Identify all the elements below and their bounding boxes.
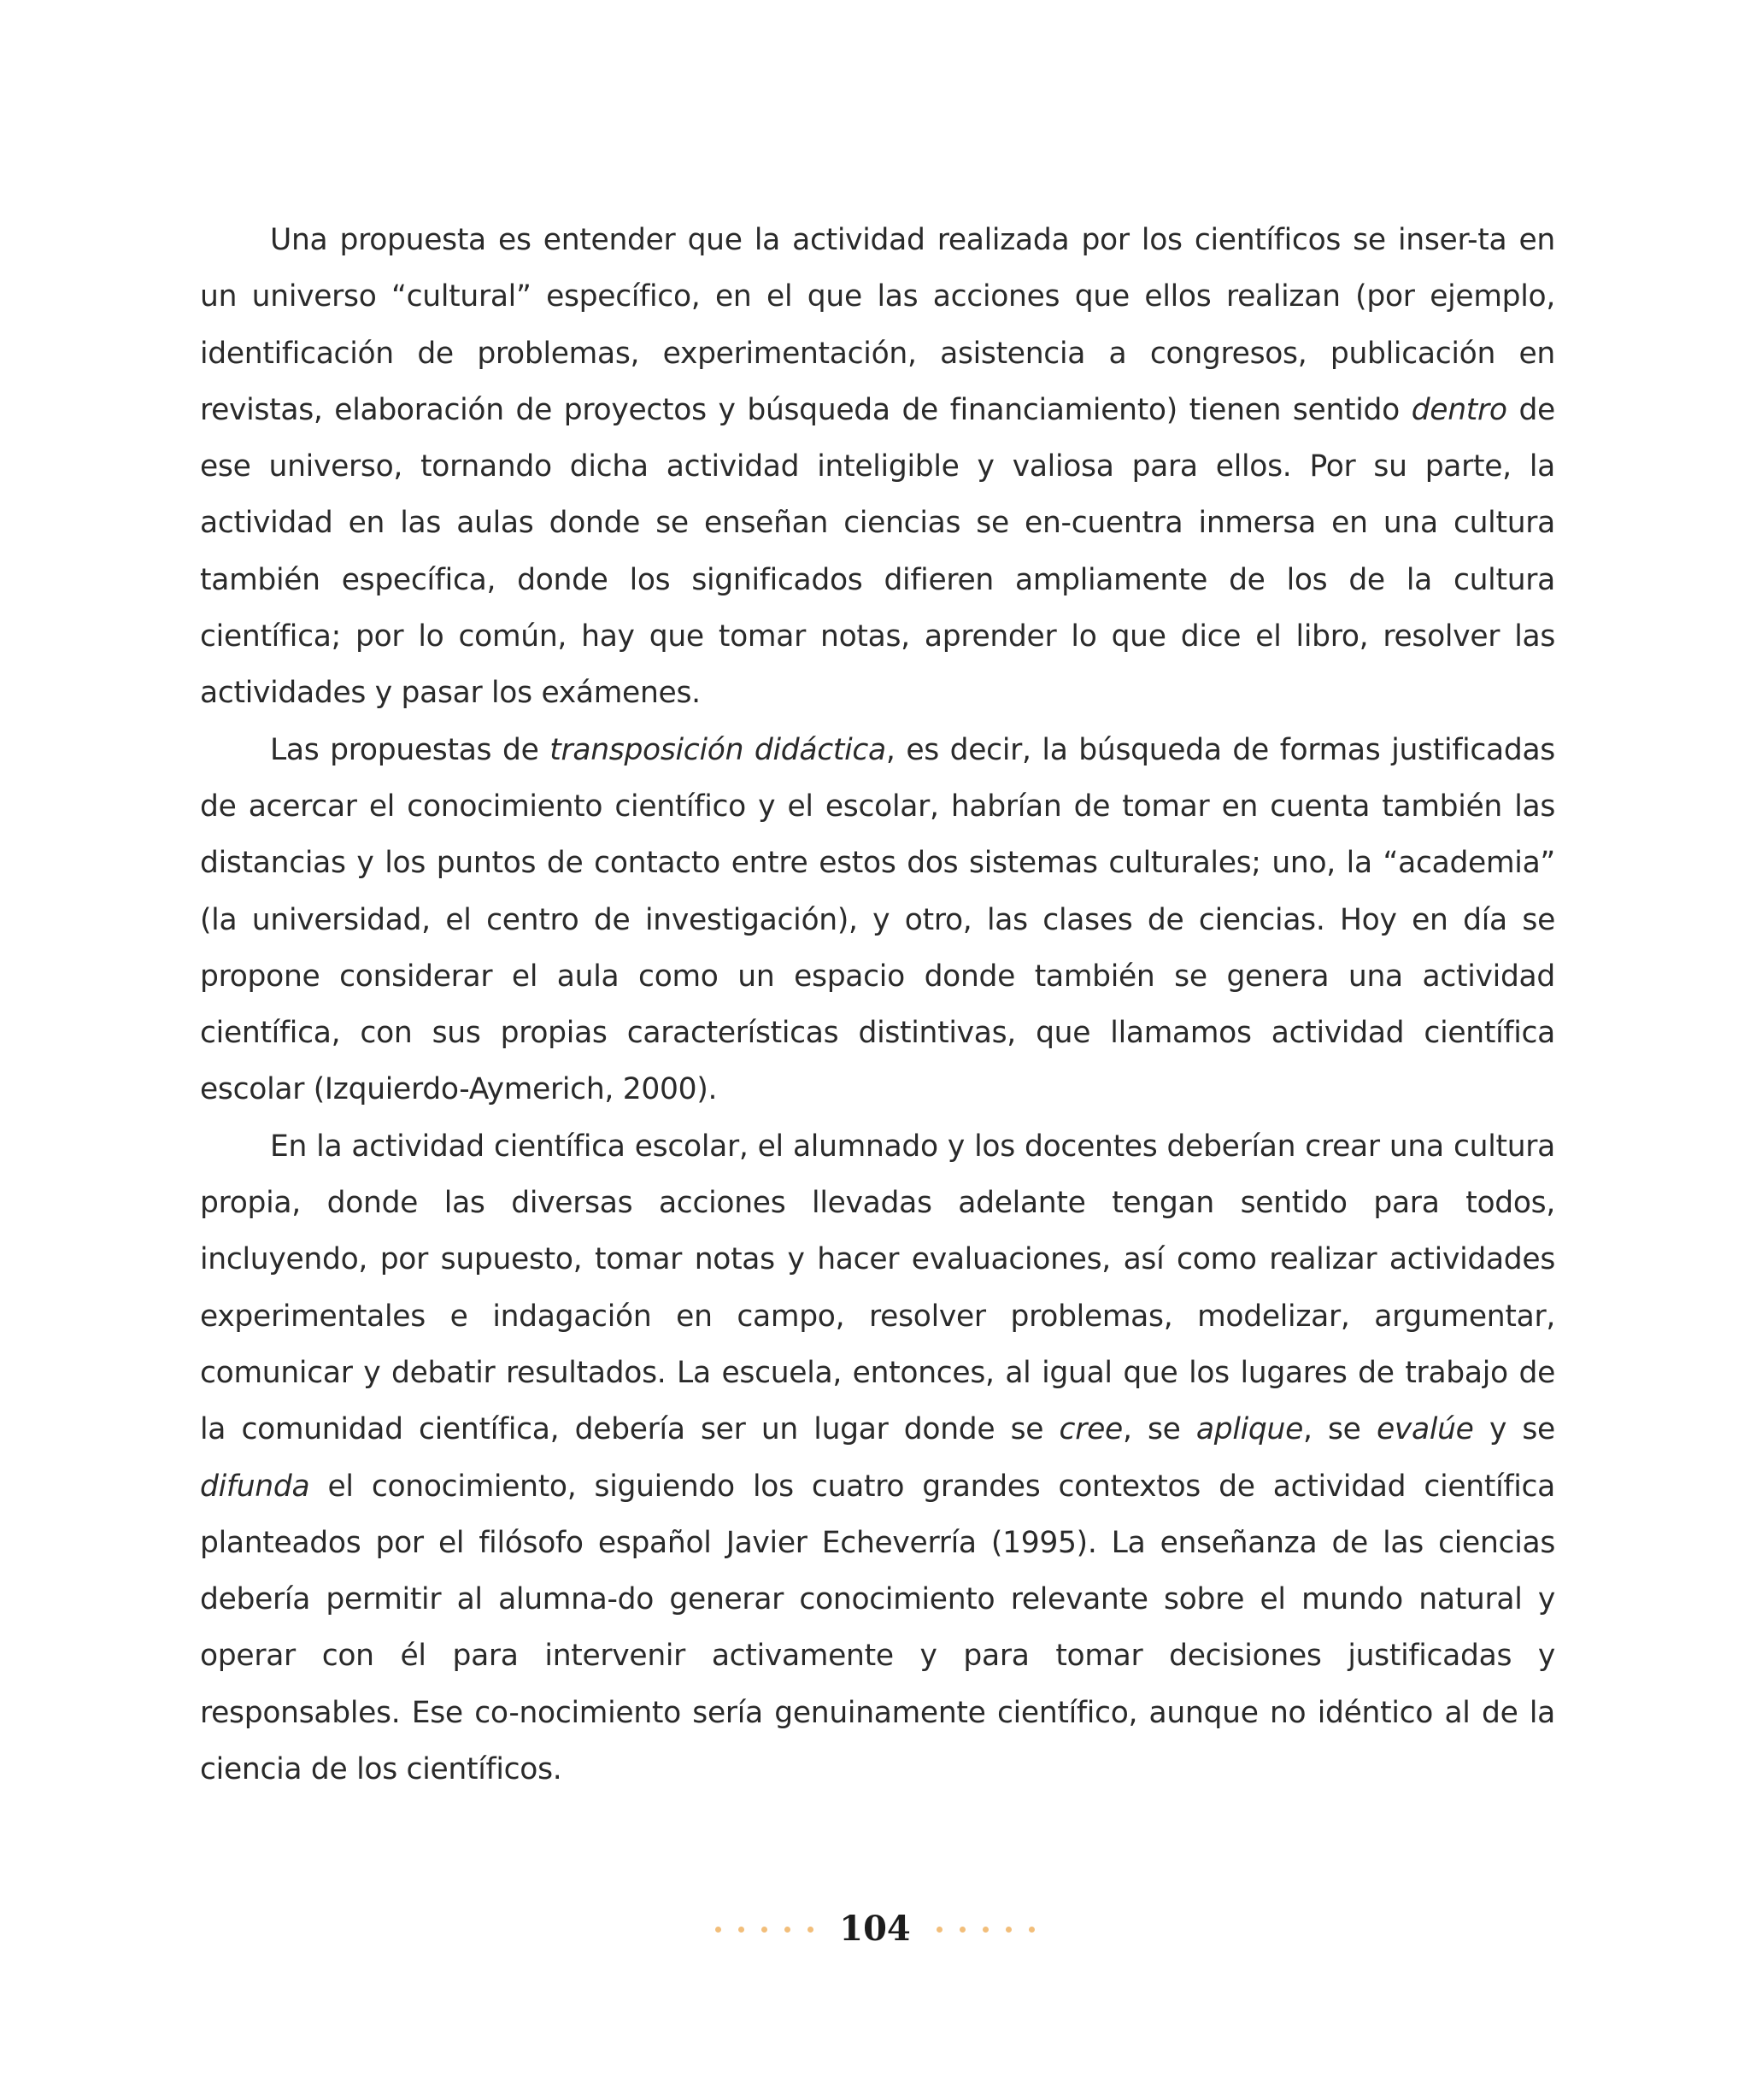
- dot-icon: [937, 1927, 943, 1933]
- body-text: [200, 212, 1555, 1798]
- left-dot-ornament: [715, 1927, 813, 1933]
- paragraph: [200, 1118, 1555, 1798]
- dot-icon: [715, 1927, 721, 1933]
- italic-text: transposición didáctica: [549, 732, 886, 767]
- text-run: el conocimiento, siguiendo los cuatro grandes contextos de actividad científica planteados por el filósofo español Javier Echeverría (1995). La enseñanza de las ciencias debería permitir al alumna-do generar conocimiento relevante sobre el mundo natural y operar con él para intervenir activamente y para tomar decisiones justificadas y responsables. Ese co-nocimiento sería genuinamente científico, aunque no idéntico al de la ciencia de los científicos.: [200, 1469, 1555, 1787]
- text-run: , se: [1303, 1412, 1377, 1447]
- dot-icon: [1006, 1927, 1012, 1933]
- italic-text: evalúe: [1376, 1412, 1474, 1447]
- dot-icon: [983, 1927, 989, 1933]
- text-run: Las propuestas de: [270, 732, 550, 767]
- italic-text: dentro: [1411, 392, 1507, 427]
- text-run: , es decir, la búsqueda de formas justificadas de acercar el conocimiento científico y el escolar, habrían de tomar en cuenta también las distancias y los puntos de contacto entre estos dos sistemas culturales; uno, la “academia” (la universidad, el centro de investigación), y otro, las clases de ciencias. Hoy en día se propone considerar el aula como un espacio donde también se genera una actividad científica, con sus propias características distintivas, que llamamos actividad científica escolar (Izquierdo-Aymerich, 2000).: [200, 732, 1555, 1107]
- text-run: de ese universo, tornando dicha actividad inteligible y valiosa para ellos. Por su parte, la actividad en las aulas donde se enseñan ciencias se en-cuentra inmersa en una cultura también específica, donde los significados difieren ampliamente de los de la cultura científica; por lo común, hay que tomar notas, aprender lo que dice el libro, resolver las actividades y pasar los exámenes.: [200, 392, 1555, 711]
- dot-icon: [738, 1927, 744, 1933]
- italic-text: cree: [1059, 1412, 1123, 1447]
- dot-icon: [1029, 1927, 1035, 1933]
- right-dot-ornament: [937, 1927, 1035, 1933]
- text-run: En la actividad científica escolar, el alumnado y los docentes deberían crear una cultura propia, donde las diversas acciones llevadas adelante tengan sentido para todos, incluyendo, por supuesto, tomar notas y hacer evaluaciones, así como realizar actividades experimentales e indagación en campo, resolver problemas, modelizar, argumentar, comunicar y debatir resultados. La escuela, entonces, al igual que los lugares de trabajo de la comunidad científica, debería ser un lugar donde se: [200, 1129, 1555, 1447]
- paragraph: [200, 212, 1555, 722]
- italic-text: aplique: [1195, 1412, 1303, 1447]
- text-run: , se: [1122, 1412, 1196, 1447]
- italic-text: difunda: [200, 1469, 310, 1504]
- dot-icon: [761, 1927, 767, 1933]
- page-number: 104: [839, 1909, 911, 1949]
- text-run: y se: [1473, 1412, 1555, 1447]
- dot-icon: [960, 1927, 966, 1933]
- text-run: Una propuesta es entender que la actividad realizada por los científicos se inser-ta en un universo “cultural” específico, en el que las acciones que ellos realizan (por ejemplo, identificación de problemas, experimentación, asistencia a congresos, publicación en revistas, elaboración de proyectos y búsqueda de financiamiento) tienen sentido: [200, 223, 1555, 427]
- dot-icon: [807, 1927, 813, 1933]
- paragraph: [200, 722, 1555, 1118]
- dot-icon: [784, 1927, 790, 1933]
- page-footer: [0, 1903, 1750, 1955]
